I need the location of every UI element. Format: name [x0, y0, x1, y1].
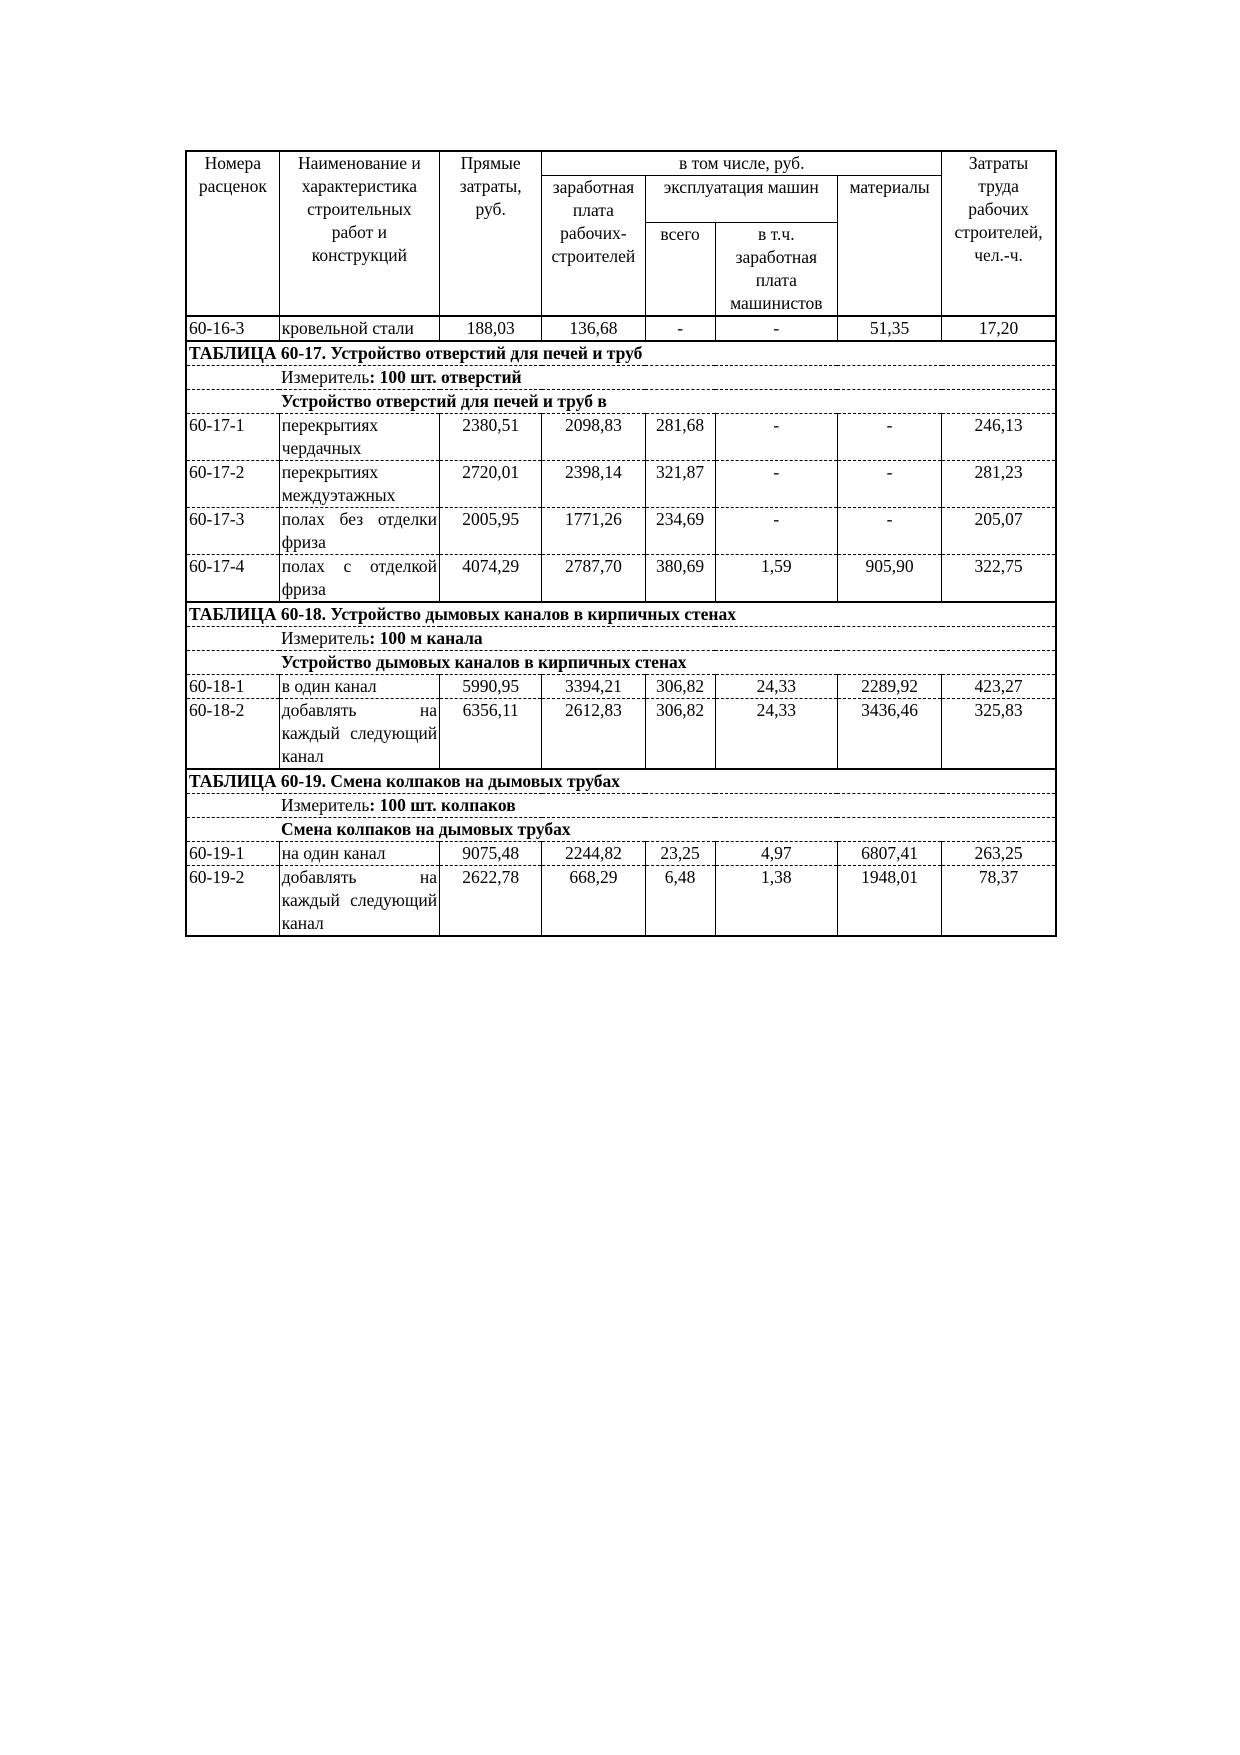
row-name: в один канал	[279, 675, 439, 699]
table-row	[186, 675, 1056, 699]
row-wage: 2244,82	[542, 842, 645, 866]
header-labor: Затраты труда рабочих строителей, чел.-ч.	[942, 151, 1056, 316]
row-labor: 205,07	[942, 508, 1056, 555]
subheading-row	[186, 818, 1056, 842]
row-machines: 23,25	[645, 842, 715, 866]
row-wage: 2612,83	[542, 699, 645, 770]
price-table	[185, 150, 1057, 937]
header-machines-wage: в т.ч. заработная плата машинистов	[715, 223, 837, 317]
row-labor: 17,20	[942, 316, 1056, 341]
row-machines-wage: -	[715, 508, 837, 555]
section-title	[186, 341, 1056, 366]
row-machines-wage: 24,33	[715, 675, 837, 699]
measure-60-18: Измеритель: 100 м канала	[186, 627, 1056, 651]
section-title-60-18: ТАБЛИЦА 60-18. Устройство дымовых каналов в кирпичных стенах	[186, 602, 1056, 627]
row-machines-wage: 1,59	[715, 555, 837, 603]
row-code: 60-18-1	[186, 675, 279, 699]
table-row	[186, 866, 1056, 937]
row-materials: 2289,92	[837, 675, 941, 699]
row-direct: 2005,95	[440, 508, 542, 555]
row-code: 60-17-2	[186, 461, 279, 508]
row-materials: 3436,46	[837, 699, 941, 770]
table-row	[186, 842, 1056, 866]
row-machines: 380,69	[645, 555, 715, 603]
row-materials: -	[837, 508, 941, 555]
row-name: кровельной стали	[279, 316, 439, 341]
row-machines: 6,48	[645, 866, 715, 937]
row-machines: 306,82	[645, 699, 715, 770]
row-materials: -	[837, 414, 941, 461]
measure-60-17: Измеритель: 100 шт. отверстий	[186, 366, 1056, 390]
row-machines: 321,87	[645, 461, 715, 508]
header-direct-costs: Прямые затраты, руб.	[440, 151, 542, 316]
subheading-60-17: Устройство отверстий для печей и труб в	[186, 390, 1056, 414]
row-code: 60-17-3	[186, 508, 279, 555]
row-machines-wage: 24,33	[715, 699, 837, 770]
row-machines: 281,68	[645, 414, 715, 461]
subheading-row	[186, 390, 1056, 414]
header-machines: эксплуатация машин	[645, 176, 837, 223]
header-wage: заработная плата рабочих- строителей	[542, 176, 645, 317]
measure-row	[186, 366, 1056, 390]
row-code: 60-17-4	[186, 555, 279, 603]
row-machines: 306,82	[645, 675, 715, 699]
row-labor: 322,75	[942, 555, 1056, 603]
row-wage: 2098,83	[542, 414, 645, 461]
row-name: перекрытиях междуэтажных	[279, 461, 439, 508]
row-direct: 6356,11	[440, 699, 542, 770]
row-code: 60-17-1	[186, 414, 279, 461]
table-row	[186, 414, 1056, 461]
row-machines-wage: -	[715, 316, 837, 341]
row-machines-wage: 4,97	[715, 842, 837, 866]
section-title	[186, 602, 1056, 627]
table-row	[186, 316, 1056, 341]
table-row	[186, 555, 1056, 603]
row-machines: 234,69	[645, 508, 715, 555]
row-machines-wage: 1,38	[715, 866, 837, 937]
row-labor: 281,23	[942, 461, 1056, 508]
table-row	[186, 461, 1056, 508]
row-wage: 136,68	[542, 316, 645, 341]
row-name: добавлять на каждый следующий канал	[279, 866, 439, 937]
row-code: 60-19-2	[186, 866, 279, 937]
row-name: полах без отделки фриза	[279, 508, 439, 555]
row-direct: 2720,01	[440, 461, 542, 508]
row-code: 60-19-1	[186, 842, 279, 866]
row-direct: 9075,48	[440, 842, 542, 866]
row-materials: 1948,01	[837, 866, 941, 937]
measure-60-19: Измеритель: 100 шт. колпаков	[186, 794, 1056, 818]
subheading-60-19: Смена колпаков на дымовых трубах	[186, 818, 1056, 842]
row-machines-wage: -	[715, 461, 837, 508]
row-name: перекрытиях чердачных	[279, 414, 439, 461]
row-wage: 668,29	[542, 866, 645, 937]
row-labor: 325,83	[942, 699, 1056, 770]
row-materials: 905,90	[837, 555, 941, 603]
table-row	[186, 699, 1056, 770]
section-title-60-19: ТАБЛИЦА 60-19. Смена колпаков на дымовых трубах	[186, 769, 1056, 794]
row-wage: 2787,70	[542, 555, 645, 603]
row-labor: 263,25	[942, 842, 1056, 866]
row-name: на один канал	[279, 842, 439, 866]
row-machines: -	[645, 316, 715, 341]
row-direct: 2380,51	[440, 414, 542, 461]
section-title-60-17: ТАБЛИЦА 60-17. Устройство отверстий для печей и труб	[186, 341, 1056, 366]
section-title	[186, 769, 1056, 794]
table-row	[186, 508, 1056, 555]
row-labor: 78,37	[942, 866, 1056, 937]
measure-row	[186, 627, 1056, 651]
row-materials: 6807,41	[837, 842, 941, 866]
row-machines-wage: -	[715, 414, 837, 461]
header-including: в том числе, руб.	[542, 151, 942, 176]
row-direct: 188,03	[440, 316, 542, 341]
row-name: добавлять на каждый следующий канал	[279, 699, 439, 770]
row-code: 60-18-2	[186, 699, 279, 770]
row-materials: 51,35	[837, 316, 941, 341]
row-direct: 2622,78	[440, 866, 542, 937]
header-machines-total: всего	[645, 223, 715, 317]
header-code: Номера расценок	[186, 151, 279, 316]
row-materials: -	[837, 461, 941, 508]
subheading-row	[186, 651, 1056, 675]
row-labor: 423,27	[942, 675, 1056, 699]
row-direct: 5990,95	[440, 675, 542, 699]
row-name: полах с отделкой фриза	[279, 555, 439, 603]
subheading-60-18: Устройство дымовых каналов в кирпичных стенах	[186, 651, 1056, 675]
row-labor: 246,13	[942, 414, 1056, 461]
row-direct: 4074,29	[440, 555, 542, 603]
row-wage: 2398,14	[542, 461, 645, 508]
header-name: Наименование и характеристика строительных работ и конструкций	[279, 151, 439, 316]
row-wage: 3394,21	[542, 675, 645, 699]
measure-row	[186, 794, 1056, 818]
row-wage: 1771,26	[542, 508, 645, 555]
header-materials: материалы	[837, 176, 941, 317]
row-code: 60-16-3	[186, 316, 279, 341]
table-header	[186, 151, 1056, 316]
